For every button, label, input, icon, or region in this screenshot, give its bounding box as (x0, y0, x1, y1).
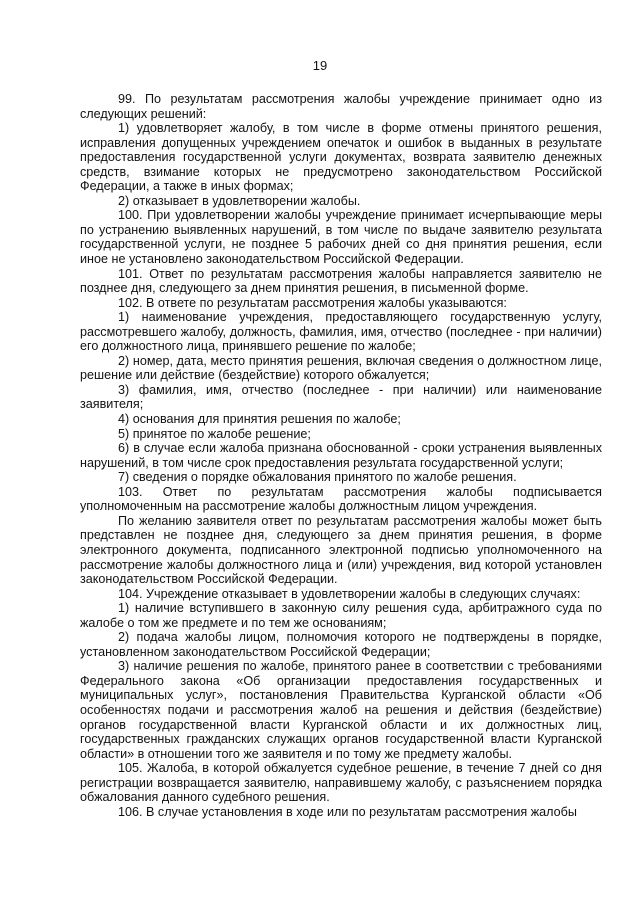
paragraph-103-electronic: По желанию заявителя ответ по результатам рассмотрения жалобы может быть представлен не позднее дня, следующего за днем принятия решения, в форме электронного документа, подписанного электронной подписью уполномоченного на рассмотрение жалобы должностного лица и (или) учреждения, вид которой установлен законодательством Российской Федерации. (80, 513, 602, 587)
paragraph-99-item-2: 2) отказывает в удовлетворении жалобы. (118, 193, 361, 208)
paragraph-104-item-3: 3) наличие решения по жалобе, принятого ранее в соответствии с требованиями Федерального закона «Об организации предоставления государственных и муниципальных услуг», постановления Правительства Курганской области «Об особенностях подачи и рассмотрения жалоб на решения и действия (бездействие) органов государственной власти Курганской области и их должностных лиц, государственных гражданских служащих органов государственной власти Курганской области» в отношении того же заявителя и по тому же предмету жалобы. (80, 659, 602, 761)
paragraph-103: 103. Ответ по результатам рассмотрения жалобы подписывается уполномоченным на рассмотрение жалобы должностным лицом учреждения. (80, 484, 602, 514)
paragraph-102-item-6: 6) в случае если жалоба признана обоснованной - сроки устранения выявленных нарушений, в том числе срок предоставления результата государственной услуги; (80, 441, 602, 470)
page-number: 19 (312, 58, 328, 73)
paragraph-102-item-2: 2) номер, дата, место принятия решения, включая сведения о должностном лице, решение или действие (бездействие) которого обжалуется; (80, 353, 602, 383)
paragraph-106: 106. В случае установления в ходе или по результатам рассмотрения жалобы (118, 804, 577, 819)
paragraph-104-item-2: 2) подача жалобы лицом, полномочия которого не подтверждены в порядке, установленном законодательством Российской Федерации; (80, 630, 602, 659)
paragraph-100: 100. При удовлетворении жалобы учреждение принимает исчерпывающие меры по устранению выявленных нарушений, в том числе по выдаче заявителю результата государственной услуги, не позднее 5 рабочих дней со дня принятия решения, если иное не установлено законодательством Российской Федерации. (80, 208, 602, 267)
paragraph-102-item-1: 1) наименование учреждения, предоставляющего государственную услугу, рассмотревшего жалобу, должность, фамилия, имя, отчество (последнее - при наличии) его должностного лица, принявшего решение по жалобе; (80, 310, 602, 354)
paragraph-102-item-7: 7) сведения о порядке обжалования принятого по жалобе решения. (118, 470, 517, 485)
paragraph-104: 104. Учреждение отказывает в удовлетворении жалобы в следующих случаях: (118, 586, 581, 601)
paragraph-99: 99. По результатам рассмотрения жалобы учреждение принимает одно из следующих решений: (80, 92, 602, 121)
paragraph-104-item-1: 1) наличие вступившего в законную силу решения суда, арбитражного суда по жалобе о том же предмете и по тем же основаниям; (80, 601, 602, 630)
paragraph-102: 102. В ответе по результатам рассмотрения жалобы указываются: (118, 295, 507, 310)
paragraph-99-item-1: 1) удовлетворяет жалобу, в том числе в форме отмены принятого решения, исправления допущенных учреждением опечаток и ошибок в выданных в результате предоставления государственной услуги документах, возврата заявителю денежных средств, взимание которых не предусмотрено законодательством Российской Федерации, а также в иных формах; (80, 121, 602, 194)
paragraph-102-item-5: 5) принятое по жалобе решение; (118, 426, 311, 441)
paragraph-101: 101. Ответ по результатам рассмотрения жалобы направляется заявителю не позднее дня, следующего за днем принятия решения, в письменной форме. (80, 266, 602, 296)
paragraph-102-item-3: 3) фамилия, имя, отчество (последнее - при наличии) или наименование заявителя; (80, 382, 602, 412)
paragraph-105: 105. Жалоба, в которой обжалуется судебное решение, в течение 7 дней со дня регистрации возвращается заявителю, направившему жалобу, с разъяснением порядка обжалования данного судебного решения. (80, 761, 602, 805)
document-body (80, 92, 602, 819)
paragraph-102-item-4: 4) основания для принятия решения по жалобе; (118, 412, 401, 427)
